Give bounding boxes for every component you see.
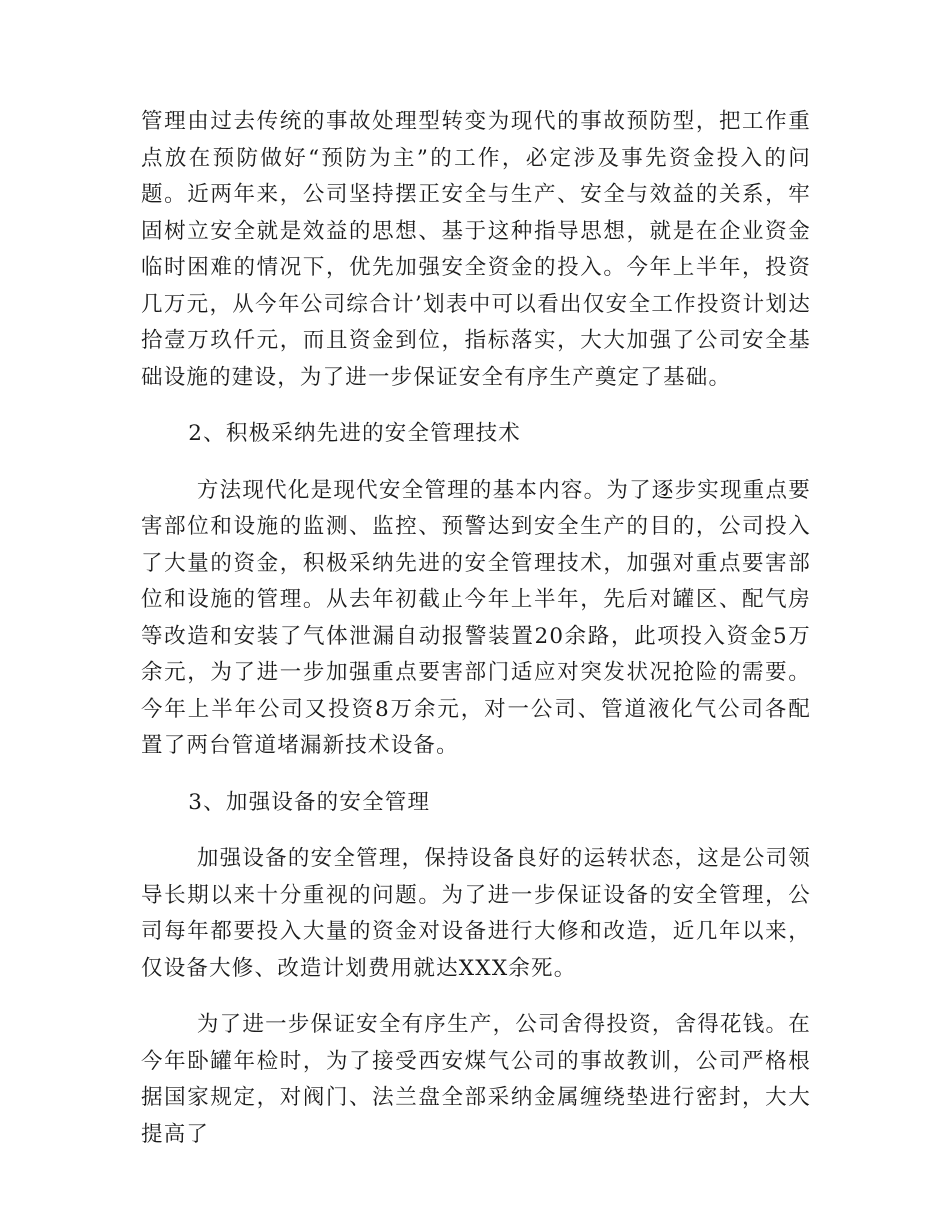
section-heading-2: 2、积极采纳先进的安全管理技术 (188, 421, 521, 446)
paragraph-safety-investment: 管理由过去传统的事故处理型转变为现代的事故预防型，把工作重点放在预防做好“预防为主”的工作，必定涉及事先资金投入的问题。近两年来，公司坚持摆正安全与生产、安全与效益的关系，牢固树立安全就是效益的思想、基于这种指导思想，就是在企业资金临时困难的情况下，优先加强安全资金的投入。今年上半年，投资几万元，从今年公司综合计’划表中可以看出仅安全工作投资计划达拾壹万玖仟元，而且资金到位，指标落实，大大加强了公司安全基础设施的建设，为了进一步保证安全有序生产奠定了基础。 (141, 109, 811, 390)
paragraph-production-investment: 为了进一步保证安全有序生产，公司舍得投资，舍得花钱。在今年卧罐年检时，为了接受西安煤气公司的事故教训，公司严格根据国家规定，对阀门、法兰盘全部采纳金属缠绕垫进行密封，大大提高了 (141, 1012, 811, 1147)
paragraph-spacer (141, 765, 811, 785)
paragraph-spacer (141, 453, 811, 473)
paragraph-equipment-management: 加强设备的安全管理，保持设备良好的运转状态，这是公司领导长期以来十分重视的问题。为了进一步保证设备的安全管理，公司每年都要投入大量的资金对设备进行大修和改造，近几年以来，仅设备大修、改造计划费用就达XXX余死。 (141, 846, 811, 981)
section-heading-3: 3、加强设备的安全管理 (188, 789, 431, 815)
paragraph-management-technology: 方法现代化是现代安全管理的基本内容。为了逐步实现重点要害部位和设施的监测、监控、预警达到安全生产的目的，公司投入了大量的资金，积极采纳先进的安全管理技术，加强对重点要害部位和设施的管理。从去年初截止今年上半年，先后对罐区、配气房等改造和安装了气体泄漏自动报警装置20余路，此项投入资金5万余元，为了进一步加强重点要害部门适应对突发状况抢险的需要。今年上半年公司又投资8万余元，对一公司、管道液化气公司各配置了两台管道堵漏新技术设备。 (141, 477, 811, 758)
paragraph-spacer (141, 987, 811, 1007)
document-body (141, 104, 811, 1153)
paragraph-spacer (141, 821, 811, 841)
paragraph-spacer (141, 396, 811, 416)
